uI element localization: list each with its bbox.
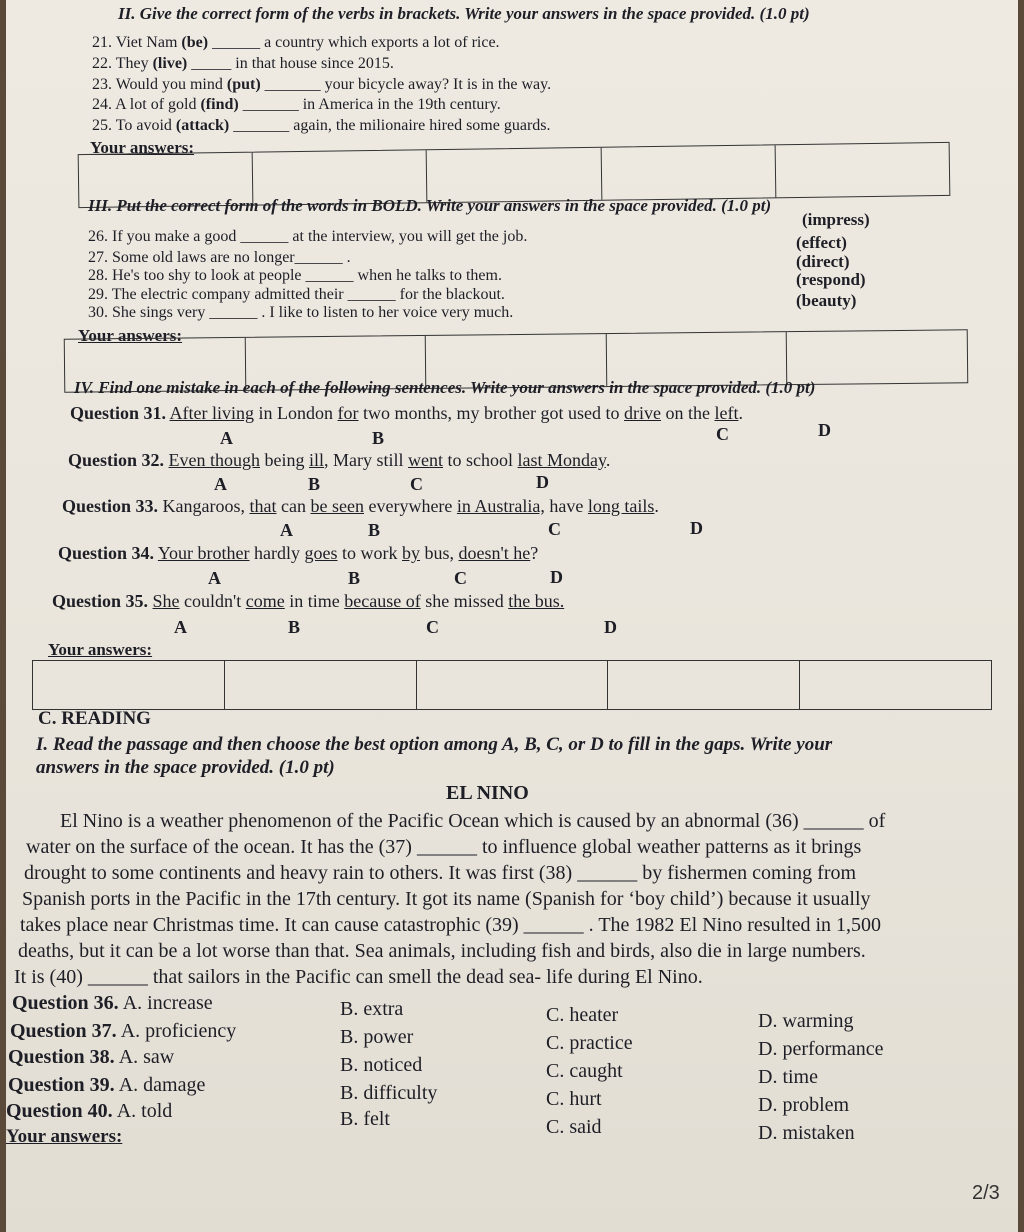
question-22: 22. They (live) _____ in that house since 2015.	[92, 55, 394, 72]
question-25: 25. To avoid (attack) _______ again, the milionaire hired some guards.	[92, 117, 551, 134]
answer-box-35[interactable]	[800, 661, 991, 709]
passage-line-2: water on the surface of the ocean. It has the (37) ______ to influence global weather patterns as it brings	[26, 836, 862, 858]
q31-letter-c: C	[716, 424, 729, 444]
q37-option-b[interactable]: B. power	[340, 1026, 414, 1048]
passage-line-6: deaths, but it can be a lot worse than that. Sea animals, including fish and birds, also die in large numbers.	[18, 940, 866, 962]
answer-box-30[interactable]	[787, 330, 967, 384]
answer-box-24[interactable]	[601, 145, 776, 199]
page-number: 2/3	[972, 1182, 1000, 1204]
question-35: Question 35. She couldn't come in time because of she missed the bus.	[52, 591, 565, 611]
question-37-row: Question 37. A. proficiency	[10, 1020, 237, 1042]
q38-option-c[interactable]: C. caught	[546, 1060, 623, 1082]
q36-option-b[interactable]: B. extra	[340, 998, 404, 1020]
q36-option-d[interactable]: D. warming	[758, 1010, 854, 1032]
q39-option-b[interactable]: B. difficulty	[340, 1082, 438, 1104]
q34-letter-d: D	[550, 567, 563, 587]
section-3-title: III. Put the correct form of the words in BOLD. Write your answers in the space provided. (1.0 pt)	[88, 196, 772, 215]
answers-label-reading: Your answers:	[6, 1126, 123, 1147]
question-34: Question 34. Your brother hardly goes to work by bus, doesn't he?	[58, 543, 539, 563]
q33-letter-a: A	[280, 520, 293, 540]
q34-letter-a: A	[208, 568, 221, 588]
q32-letter-b: B	[308, 474, 321, 494]
passage-title: EL NINO	[446, 782, 529, 804]
worksheet-page	[6, 0, 1018, 1232]
question-33: Question 33. Kangaroos, that can be seen everywhere in Australia, have long tails.	[62, 496, 659, 516]
word-hint-beauty: (beauty)	[796, 291, 857, 310]
question-28: 28. He's too shy to look at people ______ when he talks to them.	[88, 267, 502, 284]
passage-line-7: It is (40) ______ that sailors in the Pacific can smell the dead sea- life during El Nino.	[14, 966, 703, 988]
question-29: 29. The electric company admitted their ______ for the blackout.	[88, 286, 505, 303]
answer-box-33[interactable]	[417, 661, 609, 709]
q32-letter-c: C	[410, 474, 423, 494]
reading-heading: C. READING	[38, 708, 151, 729]
q31-letter-b: B	[372, 428, 385, 448]
question-38-row: Question 38. A. saw	[8, 1046, 175, 1068]
word-hint-respond: (respond)	[796, 270, 866, 289]
question-23: 23. Would you mind (put) _______ your bicycle away? It is in the way.	[92, 76, 552, 93]
answer-box-32[interactable]	[225, 661, 417, 709]
answers-label-section-3: Your answers:	[78, 326, 183, 345]
passage-line-3: drought to some continents and heavy rain to others. It was first (38) ______ by fishermen coming from	[24, 862, 857, 884]
reading-instruction-line-1: I. Read the passage and then choose the best option among A, B, C, or D to fill in the gaps. Write your	[36, 734, 833, 755]
q35-letter-d: D	[604, 617, 617, 637]
passage-line-4: Spanish ports in the Pacific in the 17th century. It got its name (Spanish for ‘boy child’) because it usually	[22, 888, 871, 910]
answer-box-23[interactable]	[427, 148, 602, 202]
q35-letter-c: C	[426, 617, 439, 637]
answers-label-section-4: Your answers:	[48, 640, 153, 659]
passage-line-5: takes place near Christmas time. It can cause catastrophic (39) ______ . The 1982 El Nino resulted in 1,500	[20, 914, 882, 936]
answer-box-31[interactable]	[33, 661, 225, 709]
section-4-title: IV. Find one mistake in each of the following sentences. Write your answers in the space provided. (1.0 pt)	[74, 378, 816, 397]
q37-option-c[interactable]: C. practice	[546, 1032, 633, 1054]
question-36-row: Question 36. A. increase	[12, 992, 213, 1014]
q38-option-b[interactable]: B. noticed	[340, 1054, 423, 1076]
q39-option-c[interactable]: C. hurt	[546, 1088, 602, 1110]
q32-letter-d: D	[536, 472, 549, 492]
q35-letter-a: A	[174, 617, 187, 637]
question-27: 27. Some old laws are no longer______ .	[88, 249, 351, 266]
question-32: Question 32. Even though being ill, Mary still went to school last Monday.	[68, 450, 611, 470]
word-hint-effect: (effect)	[796, 233, 847, 252]
answer-box-25[interactable]	[775, 143, 949, 197]
section-2-title: II. Give the correct form of the verbs in brackets. Write your answers in the space provided. (1.0 pt)	[118, 4, 810, 23]
q34-letter-b: B	[348, 568, 361, 588]
q40-option-c[interactable]: C. said	[546, 1116, 602, 1138]
q36-option-c[interactable]: C. heater	[546, 1004, 619, 1026]
q39-option-d[interactable]: D. problem	[758, 1094, 850, 1116]
question-21: 21. Viet Nam (be) ______ a country which exports a lot of rice.	[92, 34, 500, 51]
q32-letter-a: A	[214, 474, 227, 494]
question-31: Question 31. After living in London for two months, my brother got used to drive on the left.	[70, 403, 743, 423]
reading-instruction-line-2: answers in the space provided. (1.0 pt)	[36, 757, 335, 778]
q38-option-d[interactable]: D. time	[758, 1066, 818, 1088]
q33-letter-b: B	[368, 520, 381, 540]
question-40-row: Question 40. A. told	[6, 1100, 173, 1122]
q33-letter-d: D	[690, 518, 703, 538]
word-hint-direct: (direct)	[796, 252, 850, 271]
answer-box-34[interactable]	[608, 661, 800, 709]
question-39-row: Question 39. A. damage	[8, 1074, 206, 1096]
answers-label-section-2: Your answers:	[90, 138, 195, 157]
answer-grid-section-4	[32, 660, 992, 710]
q40-option-b[interactable]: B. felt	[340, 1108, 390, 1130]
question-30: 30. She sings very ______ . I like to listen to her voice very much.	[88, 304, 514, 321]
q34-letter-c: C	[454, 568, 467, 588]
question-24: 24. A lot of gold (find) _______ in America in the 19th century.	[92, 96, 501, 113]
passage-line-1: El Nino is a weather phenomenon of the Pacific Ocean which is caused by an abnormal (36) ______ of	[60, 810, 886, 832]
question-26: 26. If you make a good ______ at the interview, you will get the job.	[88, 228, 528, 245]
q40-option-d[interactable]: D. mistaken	[758, 1122, 855, 1144]
word-hint-impress: (impress)	[802, 210, 870, 229]
q31-letter-a: A	[220, 428, 233, 448]
q33-letter-c: C	[548, 519, 561, 539]
q31-letter-d: D	[818, 420, 831, 440]
q35-letter-b: B	[288, 617, 301, 637]
q37-option-d[interactable]: D. performance	[758, 1038, 884, 1060]
